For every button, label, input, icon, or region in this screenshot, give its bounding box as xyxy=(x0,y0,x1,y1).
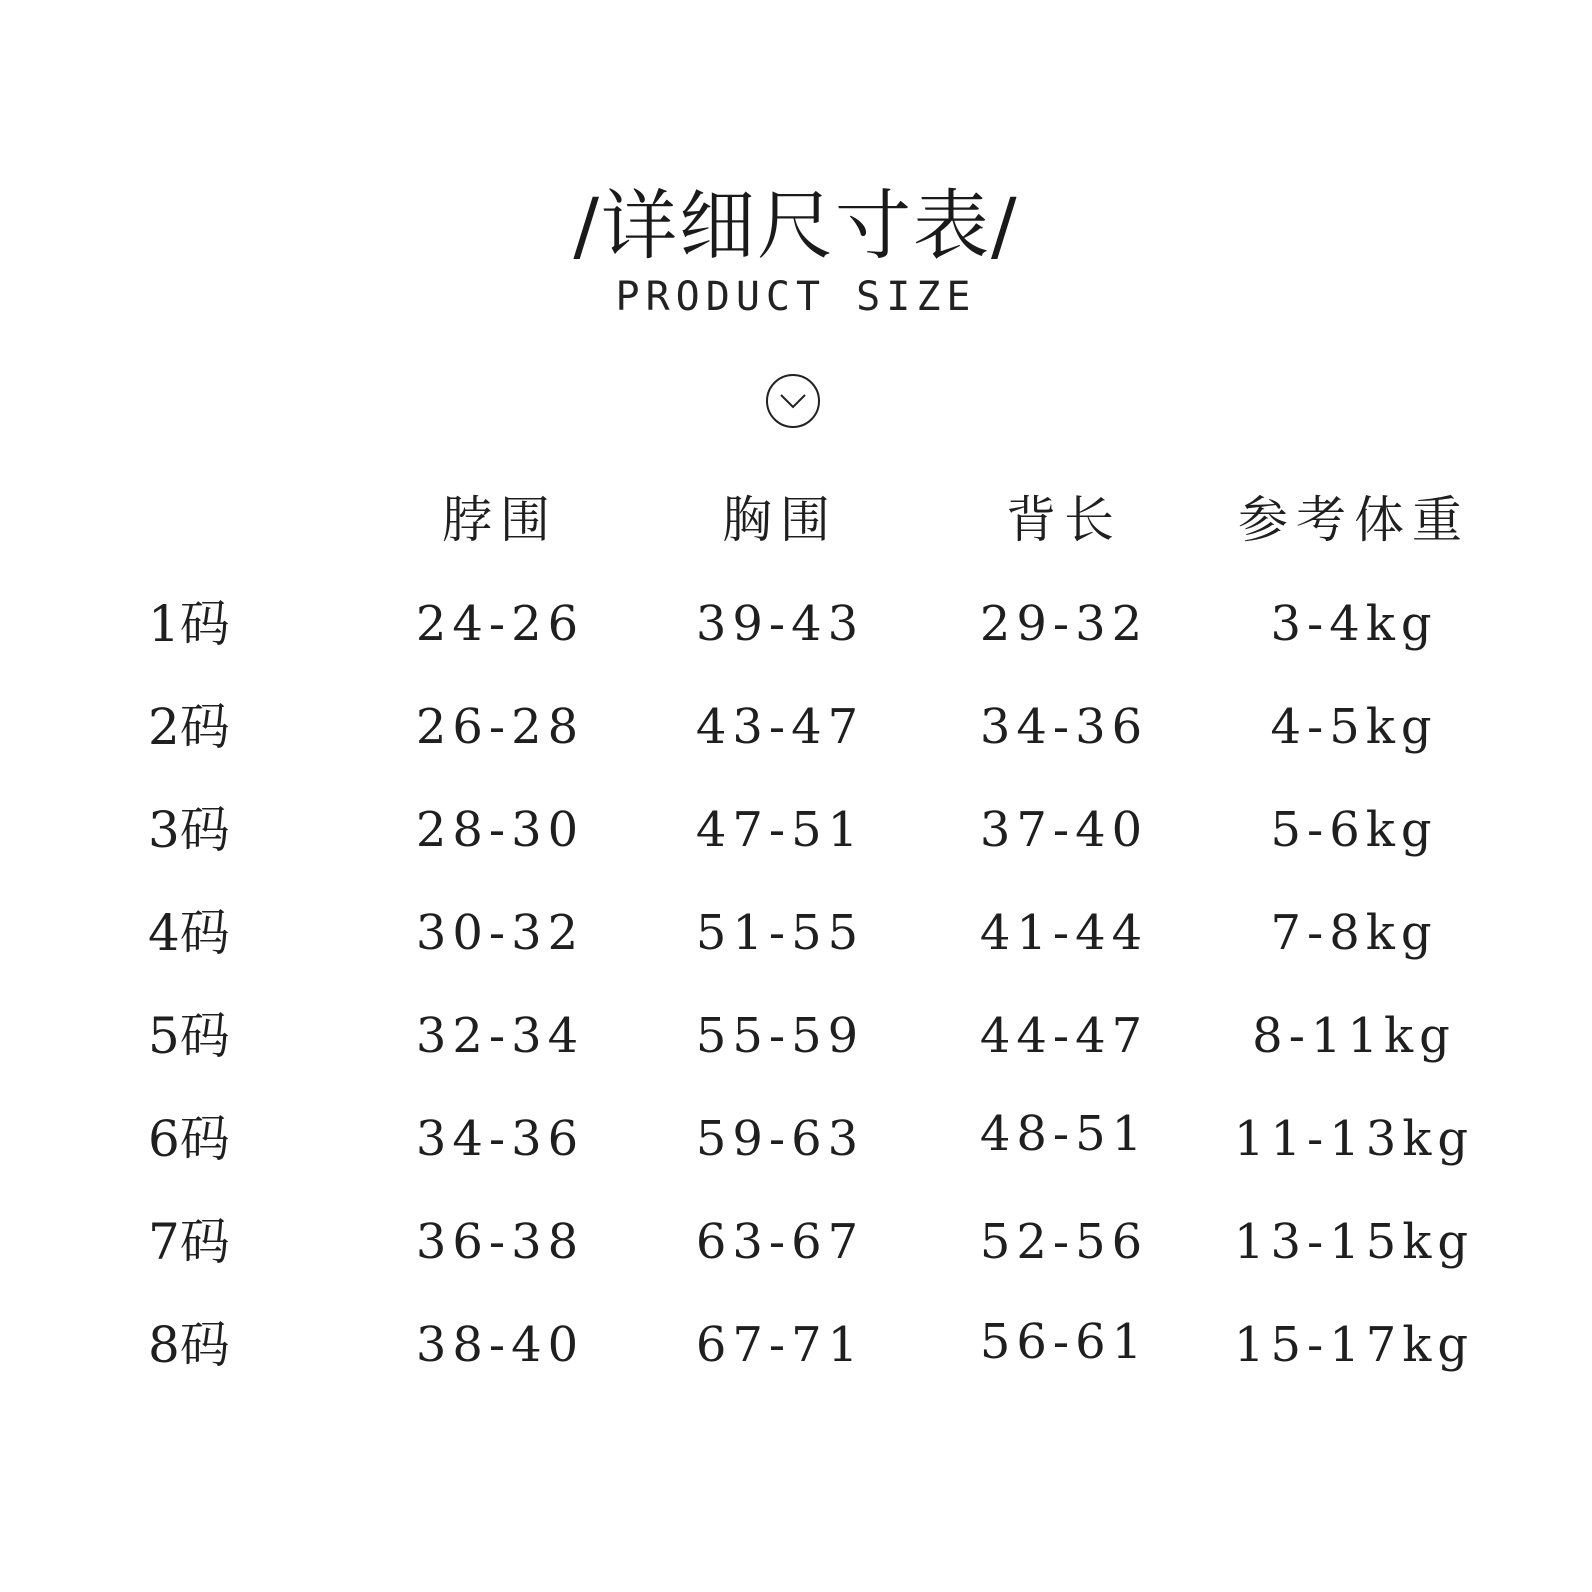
back-value: 48-51 xyxy=(979,1106,1149,1162)
page-subtitle: PRODUCT SIZE xyxy=(615,274,977,320)
chest-value: 39-43 xyxy=(695,596,865,652)
chest-value: 63-67 xyxy=(695,1214,865,1270)
size-label: 4码 xyxy=(148,904,230,962)
chest-value: 59-63 xyxy=(695,1111,865,1167)
chest-value: 67-71 xyxy=(695,1317,865,1373)
header-chest: 胸围 xyxy=(722,491,838,549)
back-value: 56-61 xyxy=(979,1314,1149,1370)
chest-value: 51-55 xyxy=(695,905,865,961)
neck-value: 30-32 xyxy=(415,905,585,961)
size-label: 7码 xyxy=(148,1213,230,1271)
weight-value: 15-17kg xyxy=(1233,1317,1475,1373)
size-label: 8码 xyxy=(148,1316,230,1374)
size-label: 5码 xyxy=(148,1007,230,1065)
back-value: 41-44 xyxy=(979,905,1149,961)
weight-value: 11-13kg xyxy=(1233,1111,1475,1167)
size-label: 2码 xyxy=(148,698,230,756)
neck-value: 36-38 xyxy=(415,1214,585,1270)
chevron-down-circle-icon xyxy=(764,372,822,430)
neck-value: 24-26 xyxy=(415,596,585,652)
neck-value: 34-36 xyxy=(415,1111,585,1167)
neck-value: 32-34 xyxy=(415,1008,585,1064)
chest-value: 55-59 xyxy=(695,1008,865,1064)
chest-value: 47-51 xyxy=(695,802,865,858)
neck-value: 26-28 xyxy=(415,699,585,755)
size-label: 1码 xyxy=(148,595,230,653)
weight-value: 4-5kg xyxy=(1270,699,1438,755)
neck-value: 38-40 xyxy=(415,1317,585,1373)
back-value: 44-47 xyxy=(979,1008,1149,1064)
header-back-length: 背长 xyxy=(1006,491,1122,549)
back-value: 37-40 xyxy=(979,802,1149,858)
neck-value: 28-30 xyxy=(415,802,585,858)
weight-value: 3-4kg xyxy=(1270,596,1438,652)
back-value: 34-36 xyxy=(979,699,1149,755)
size-label: 6码 xyxy=(148,1110,230,1168)
weight-value: 5-6kg xyxy=(1270,802,1438,858)
page-title: /详细尺寸表/ xyxy=(573,181,1019,270)
header-weight: 参考体重 xyxy=(1238,491,1470,549)
weight-value: 13-15kg xyxy=(1233,1214,1475,1270)
weight-value: 7-8kg xyxy=(1270,905,1438,961)
header-neck: 脖围 xyxy=(442,491,558,549)
back-value: 29-32 xyxy=(979,596,1149,652)
chest-value: 43-47 xyxy=(695,699,865,755)
weight-value: 8-11kg xyxy=(1252,1008,1456,1064)
size-label: 3码 xyxy=(148,801,230,859)
back-value: 52-56 xyxy=(979,1214,1149,1270)
